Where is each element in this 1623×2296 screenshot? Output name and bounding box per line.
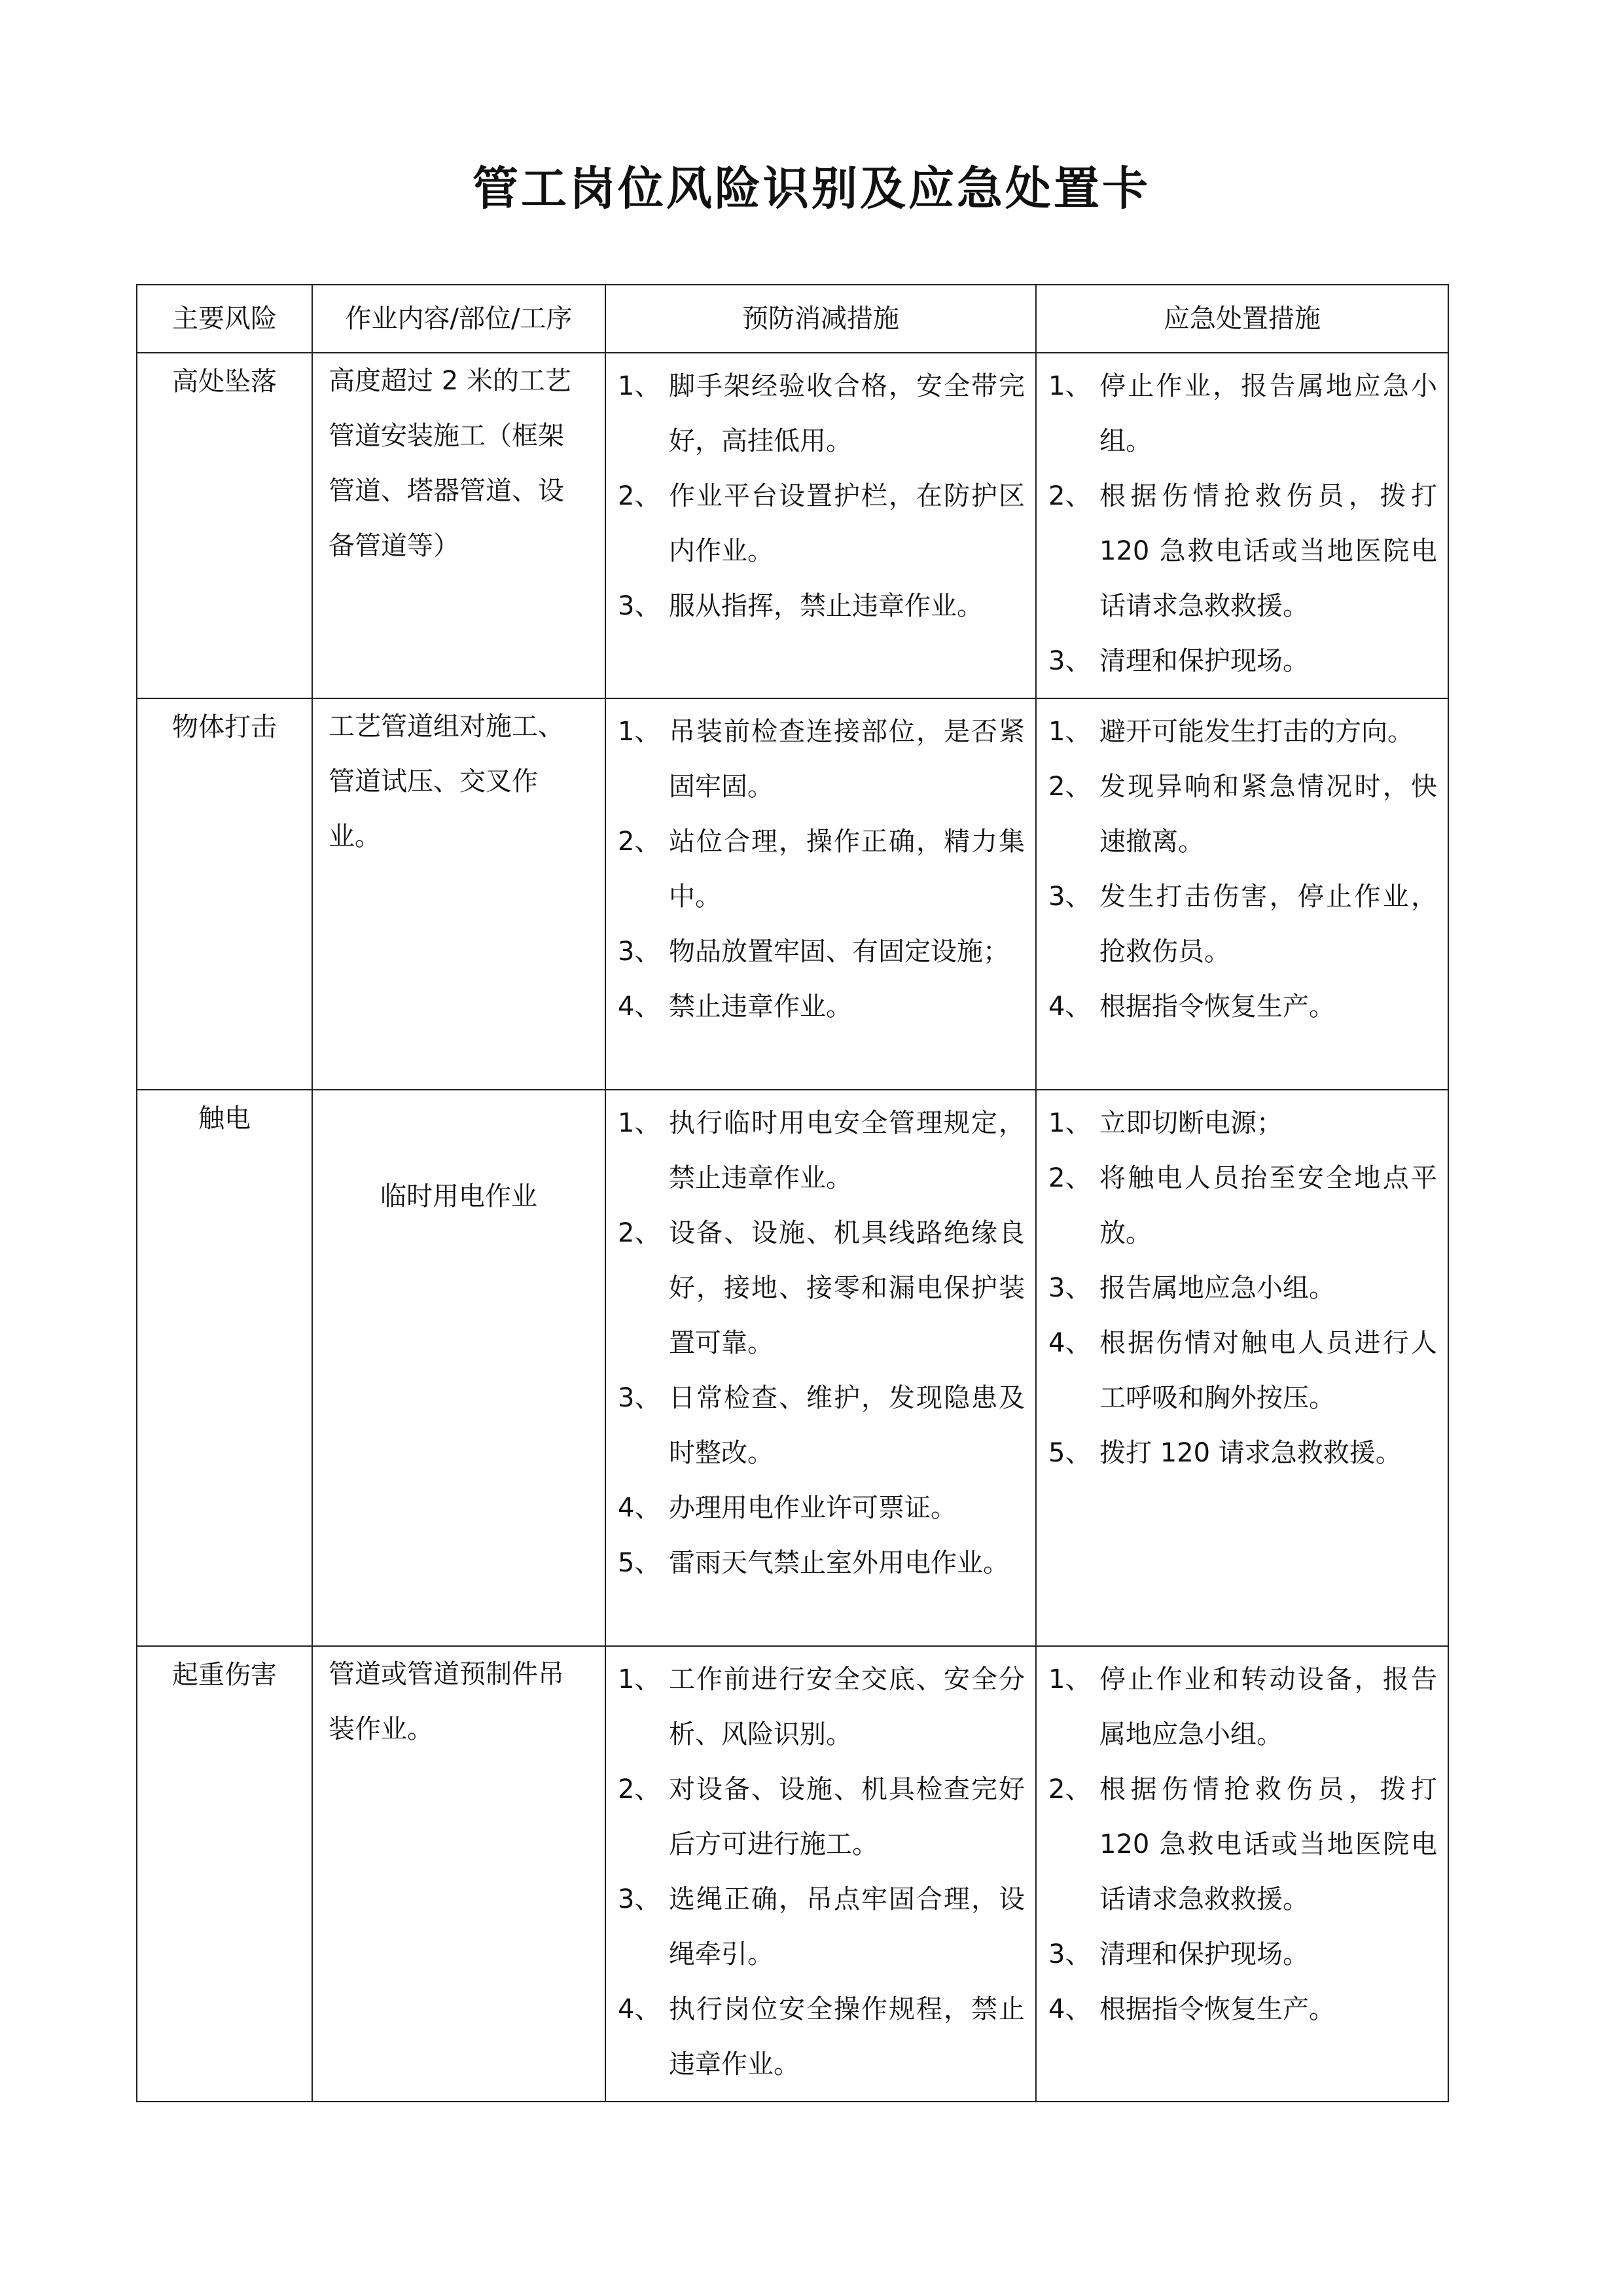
- content-cell: 临时用电作业: [312, 1090, 605, 1646]
- prevention-item: [618, 1652, 1025, 1762]
- item-text: 清理和保护现场。: [1099, 646, 1309, 676]
- table-row: [137, 698, 1448, 1090]
- prevention-cell: [605, 698, 1036, 1090]
- item-text: 设备、设施、机具线路绝缘良好，接地、接零和漏电保护装置可靠。: [669, 1218, 1025, 1358]
- item-number: 1、: [1048, 1108, 1092, 1138]
- prevention-item: [618, 704, 1025, 814]
- prevention-cell: [605, 1646, 1036, 2102]
- emergency-item: [1048, 1261, 1437, 1316]
- emergency-item: [1048, 759, 1437, 869]
- prevention-item: [618, 1982, 1025, 2092]
- content-cell: 高度超过 2 米的工艺管道安装施工（框架管道、塔器管道、设备管道等）: [312, 353, 605, 698]
- content-cell: 管道或管道预制件吊装作业。: [312, 1646, 605, 2102]
- risk-cell: 物体打击: [137, 698, 312, 1090]
- item-number: 1、: [1048, 371, 1092, 401]
- item-text: 将触电人员抬至安全地点平放。: [1099, 1163, 1437, 1248]
- item-text: 避开可能发生打击的方向。: [1099, 717, 1414, 747]
- item-number: 2、: [1048, 1774, 1092, 1804]
- header-risk: 主要风险: [137, 285, 312, 353]
- risk-cell: 起重伤害: [137, 1646, 312, 2102]
- emergency-cell: [1036, 1646, 1448, 2102]
- table-row: [137, 353, 1448, 698]
- risk-cell: 高处坠落: [137, 353, 312, 698]
- item-text: 工作前进行安全交底、安全分析、风险识别。: [669, 1664, 1025, 1749]
- emergency-item: [1048, 1316, 1437, 1426]
- item-text: 禁止违章作业。: [669, 992, 852, 1022]
- emergency-item: [1048, 1151, 1437, 1261]
- item-text: 根据伤情抢救伤员，拨打 120 急救电话或当地医院电话请求急救救援。: [1099, 1774, 1437, 1914]
- prevention-item: [618, 1762, 1025, 1872]
- item-number: 3、: [618, 937, 661, 967]
- item-text: 立即切断电源；: [1099, 1108, 1283, 1138]
- item-text: 报告属地应急小组。: [1099, 1273, 1335, 1303]
- prevention-item: [618, 979, 1025, 1034]
- prevention-cell: [605, 353, 1036, 698]
- item-text: 拨打 120 请求急救救援。: [1099, 1438, 1402, 1468]
- item-number: 2、: [618, 1774, 661, 1804]
- item-text: 根据伤情对触电人员进行人工呼吸和胸外按压。: [1099, 1328, 1437, 1413]
- item-number: 2、: [1048, 772, 1092, 802]
- item-text: 执行岗位安全操作规程，禁止违章作业。: [669, 1994, 1025, 2079]
- prevention-item: [618, 1371, 1025, 1480]
- item-number: 1、: [1048, 717, 1092, 747]
- item-text: 根据伤情抢救伤员，拨打 120 急救电话或当地医院电话请求急救救援。: [1099, 481, 1437, 621]
- item-number: 2、: [618, 481, 661, 511]
- item-number: 5、: [618, 1548, 661, 1578]
- item-number: 3、: [1048, 1273, 1092, 1303]
- item-text: 停止作业，报告属地应急小组。: [1099, 371, 1437, 456]
- header-emergency: 应急处置措施: [1036, 285, 1448, 353]
- prevention-item: [618, 469, 1025, 579]
- item-text: 根据指令恢复生产。: [1099, 1994, 1335, 2024]
- prevention-item: [618, 579, 1025, 634]
- prevention-item: [618, 1206, 1025, 1371]
- item-text: 作业平台设置护栏，在防护区内作业。: [669, 481, 1025, 566]
- prevention-item: [618, 924, 1025, 979]
- item-number: 3、: [618, 1884, 661, 1914]
- header-content: 作业内容/部位/工序: [312, 285, 605, 353]
- item-number: 1、: [1048, 1664, 1092, 1695]
- item-number: 4、: [618, 992, 661, 1022]
- item-number: 4、: [1048, 1994, 1092, 2024]
- item-text: 物品放置牢固、有固定设施；: [669, 937, 1009, 967]
- item-number: 2、: [618, 1218, 661, 1248]
- item-text: 执行临时用电安全管理规定，禁止违章作业。: [669, 1108, 1025, 1193]
- item-text: 停止作业和转动设备，报告属地应急小组。: [1099, 1664, 1437, 1749]
- prevention-item: [618, 1872, 1025, 1982]
- header-prevention: 预防消减措施: [605, 285, 1036, 353]
- prevention-item: [618, 1535, 1025, 1590]
- risk-table: [136, 284, 1449, 2102]
- emergency-item: [1048, 979, 1437, 1034]
- item-text: 清理和保护现场。: [1099, 1939, 1309, 1969]
- item-number: 2、: [1048, 1163, 1092, 1193]
- item-text: 发生打击伤害，停止作业，抢救伤员。: [1099, 882, 1437, 967]
- emergency-item: [1048, 359, 1437, 469]
- item-text: 站位合理，操作正确，精力集中。: [669, 827, 1025, 912]
- emergency-item: [1048, 1762, 1437, 1927]
- item-number: 2、: [1048, 481, 1092, 511]
- emergency-cell: [1036, 353, 1448, 698]
- page-title: 管工岗位风险识别及应急处置卡: [473, 162, 1150, 215]
- emergency-item: [1048, 1982, 1437, 2037]
- item-number: 4、: [618, 1493, 661, 1523]
- item-text: 对设备、设施、机具检查完好后方可进行施工。: [669, 1774, 1025, 1859]
- table-row: [137, 1646, 1448, 2102]
- item-number: 5、: [1048, 1438, 1092, 1468]
- item-text: 服从指挥，禁止违章作业。: [669, 591, 983, 621]
- item-text: 脚手架经验收合格，安全带完好，高挂低用。: [669, 371, 1025, 456]
- emergency-cell: [1036, 698, 1448, 1090]
- emergency-item: [1048, 1096, 1437, 1151]
- item-text: 选绳正确，吊点牢固合理，设绳牵引。: [669, 1884, 1025, 1969]
- emergency-item: [1048, 704, 1437, 759]
- item-number: 1、: [618, 717, 661, 747]
- item-number: 4、: [1048, 992, 1092, 1022]
- item-number: 4、: [618, 1994, 661, 2024]
- item-number: 3、: [618, 591, 661, 621]
- item-text: 办理用电作业许可票证。: [669, 1493, 957, 1523]
- header-row: [137, 285, 1448, 353]
- item-text: 发现异响和紧急情况时，快速撤离。: [1099, 772, 1437, 857]
- item-number: 2、: [618, 827, 661, 857]
- item-number: 3、: [1048, 1939, 1092, 1969]
- risk-cell: 触电: [137, 1090, 312, 1646]
- prevention-item: [618, 359, 1025, 469]
- emergency-cell: [1036, 1090, 1448, 1646]
- emergency-item: [1048, 469, 1437, 634]
- table-row: [137, 1090, 1448, 1646]
- emergency-item: [1048, 1652, 1437, 1762]
- emergency-item: [1048, 1426, 1437, 1480]
- prevention-item: [618, 1096, 1025, 1206]
- prevention-item: [618, 814, 1025, 924]
- emergency-item: [1048, 634, 1437, 689]
- item-number: 4、: [1048, 1328, 1092, 1358]
- emergency-item: [1048, 1927, 1437, 1982]
- item-text: 根据指令恢复生产。: [1099, 992, 1335, 1022]
- content-cell: 工艺管道组对施工、管道试压、交叉作业。: [312, 698, 605, 1090]
- prevention-item: [618, 1480, 1025, 1535]
- item-number: 3、: [618, 1383, 661, 1413]
- prevention-cell: [605, 1090, 1036, 1646]
- item-number: 1、: [618, 1664, 661, 1695]
- item-number: 3、: [1048, 882, 1092, 912]
- emergency-item: [1048, 869, 1437, 979]
- item-text: 日常检查、维护，发现隐患及时整改。: [669, 1383, 1025, 1468]
- item-number: 1、: [618, 371, 661, 401]
- item-number: 1、: [618, 1108, 661, 1138]
- item-number: 3、: [1048, 646, 1092, 676]
- item-text: 吊装前检查连接部位，是否紧固牢固。: [669, 717, 1025, 802]
- item-text: 雷雨天气禁止室外用电作业。: [669, 1548, 1009, 1578]
